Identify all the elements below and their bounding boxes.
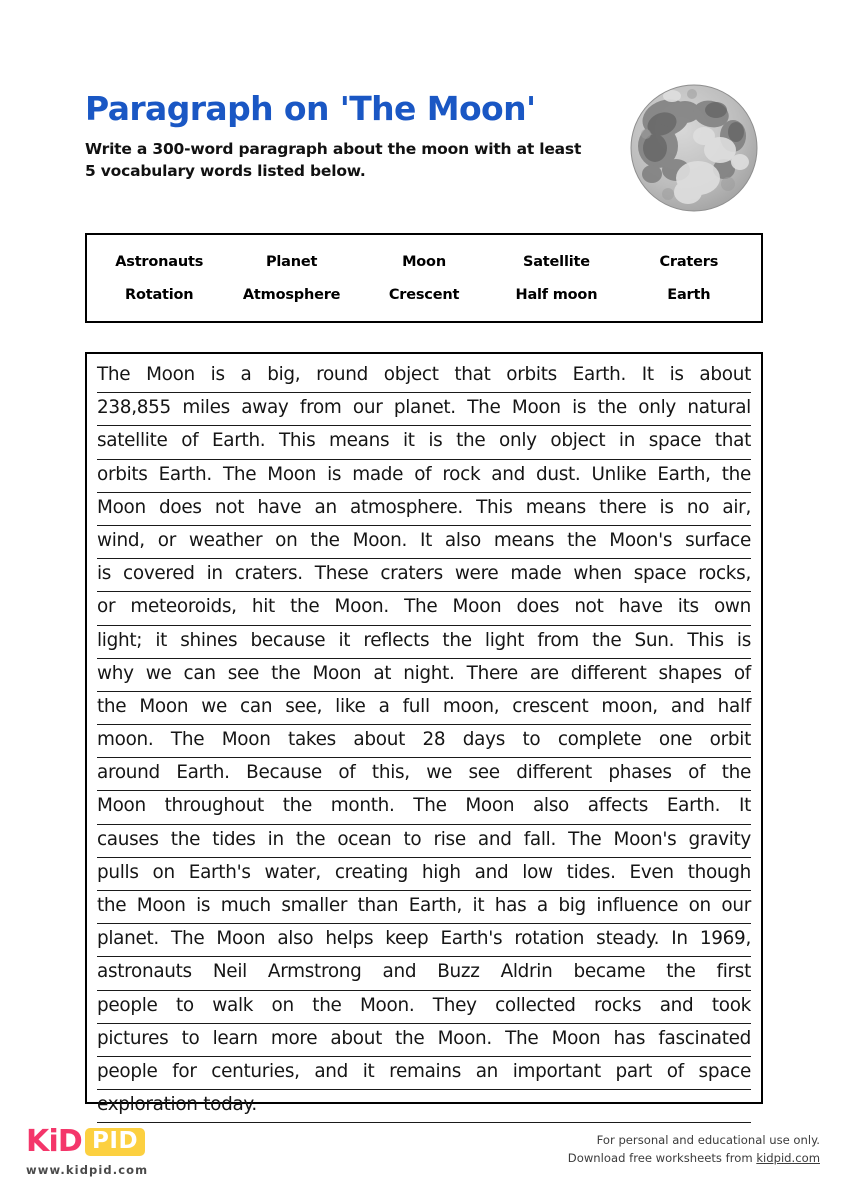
paragraph-line [97, 426, 751, 459]
vocabulary-word: Astronauts [115, 253, 204, 270]
vocabulary-word: Atmosphere [242, 286, 341, 303]
paragraph-line [97, 991, 751, 1024]
paragraph-text [97, 360, 751, 1123]
paragraph-line-text: Moon throughout the month. The Moon also affects Earth. It [97, 795, 751, 817]
vocabulary-word: Rotation [124, 286, 194, 303]
paragraph-line [97, 758, 751, 791]
vocabulary-word: Craters [659, 253, 719, 270]
vocabulary-word: Half moon [515, 286, 598, 303]
paragraph-line [97, 725, 751, 758]
paragraph-line [97, 1024, 751, 1057]
paragraph-line-text: the Moon we can see, like a full moon, crescent moon, and half [97, 695, 751, 717]
footer-note-prefix: Download free worksheets from [567, 1150, 757, 1165]
paragraph-line-text: or meteoroids, hit the Moon. The Moon does not have its own [97, 596, 751, 618]
paragraph-line-text: The Moon is a big, round object that orbits Earth. It is about [97, 364, 751, 385]
paragraph-line [97, 659, 751, 692]
paragraph-line-text: orbits Earth. The Moon is made of rock and dust. Unlike Earth, the [97, 463, 751, 485]
paragraph-answer-box[interactable] [85, 352, 763, 1116]
worksheet-instructions: Write a 300-word paragraph about the moon with at least 5 vocabulary words listed below. [85, 139, 582, 180]
paragraph-line-text: planet. The Moon also helps keep Earth's rotation steady. In 1969, [97, 928, 751, 950]
footer-note-line-1: For personal and educational use only. [596, 1133, 820, 1147]
paragraph-line-text: 238,855 miles away from our planet. The Moon is the only natural [97, 397, 751, 419]
page-title: Paragraph on 'The Moon' [85, 89, 536, 128]
paragraph-line-text: exploration today. [97, 1094, 257, 1116]
vocabulary-row [93, 287, 755, 303]
paragraph-line [97, 924, 751, 957]
kidpid-logo [26, 1126, 148, 1177]
paragraph-line [97, 692, 751, 725]
paragraph-line-text: the Moon is much smaller than Earth, it has a big influence on our [97, 895, 751, 916]
paragraph-line-text: why we can see the Moon at night. There are different shapes of [97, 662, 751, 684]
paragraph-line-text: wind, or weather on the Moon. It also means the Moon's surface [97, 529, 751, 551]
paragraph-line-text: people for centuries, and it remains an important part of space [97, 1060, 751, 1082]
paragraph-line [97, 858, 751, 891]
paragraph-line [97, 891, 751, 924]
vocabulary-word: Satellite [522, 253, 590, 270]
paragraph-line-text: pictures to learn more about the Moon. The Moon has fascinated [97, 1027, 751, 1049]
paragraph-line [97, 1057, 751, 1090]
paragraph-line-text: moon. The Moon takes about 28 days to complete one orbit [97, 729, 751, 751]
vocabulary-word: Planet [265, 253, 318, 270]
paragraph-line-text: light; it shines because it reflects the light from the Sun. This is [97, 629, 751, 651]
paragraph-line-text: pulls on Earth's water, creating high and low tides. Even though [97, 861, 751, 883]
paragraph-line-text: is covered in craters. These craters were made when space rocks, [97, 563, 751, 585]
paragraph-line-text: people to walk on the Moon. They collected rocks and took [97, 994, 751, 1016]
logo-kid-text: KiD [26, 1124, 83, 1159]
paragraph-line [97, 393, 751, 426]
vocabulary-box [85, 233, 763, 323]
full-moon-icon [628, 74, 760, 220]
paragraph-line-text: satellite of Earth. This means it is the only object in space that [97, 430, 751, 452]
paragraph-line [97, 360, 751, 393]
kidpid-link[interactable]: kidpid.com [756, 1150, 820, 1165]
logo-pid-badge: PID [85, 1128, 145, 1156]
paragraph-line [97, 957, 751, 990]
vocabulary-row [93, 254, 755, 270]
logo-website-url: www.kidpid.com [26, 1163, 149, 1177]
paragraph-line [97, 460, 751, 493]
vocabulary-word: Earth [667, 286, 711, 303]
moon-image [628, 74, 760, 220]
paragraph-line-text: astronauts Neil Armstrong and Buzz Aldrin became the first [97, 961, 751, 983]
footer-usage-note [568, 1132, 820, 1168]
paragraph-line [97, 493, 751, 526]
paragraph-line [97, 626, 751, 659]
paragraph-line-text: causes the tides in the ocean to rise and fall. The Moon's gravity [97, 828, 751, 850]
page-footer [0, 1118, 848, 1200]
paragraph-line [97, 592, 751, 625]
paragraph-line [97, 791, 751, 824]
logo-wordmark [26, 1126, 145, 1158]
footer-note-line-2 [568, 1150, 820, 1168]
paragraph-line [97, 825, 751, 858]
paragraph-line-text: Moon does not have an atmosphere. This means there is no air, [97, 496, 751, 518]
vocabulary-word: Crescent [388, 286, 460, 303]
paragraph-line [97, 526, 751, 559]
paragraph-line [97, 559, 751, 592]
vocabulary-word: Moon [402, 253, 446, 270]
paragraph-line-text: around Earth. Because of this, we see different phases of the [97, 762, 751, 784]
